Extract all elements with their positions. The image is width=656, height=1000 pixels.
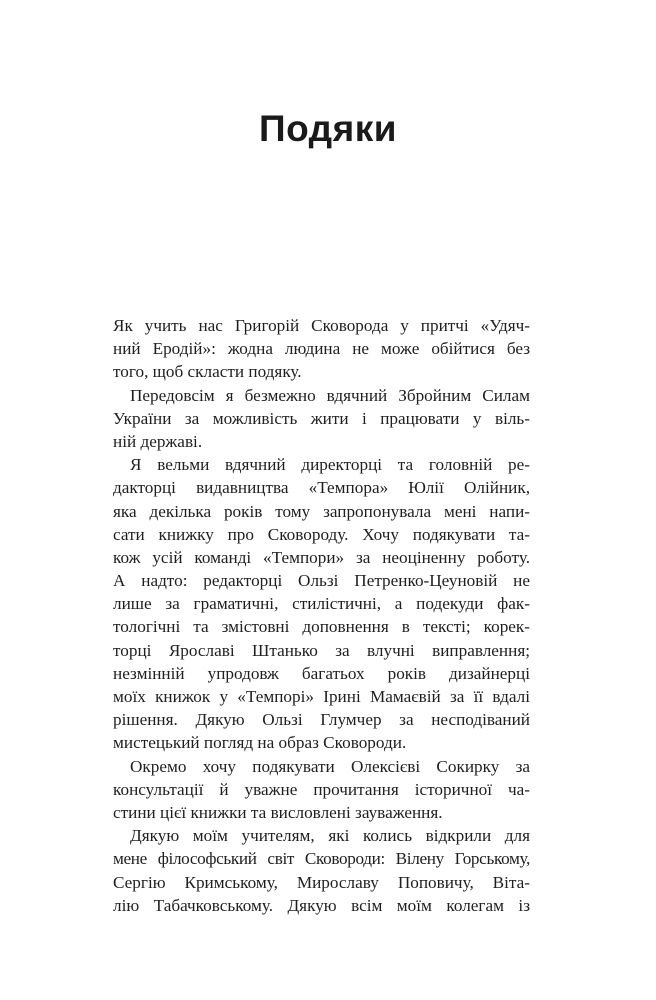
text-line: яка декілька років тому запропонувала мені напи- bbox=[113, 501, 530, 521]
text-line: Сергію Кримському, Мирославу Поповичу, Віта- bbox=[113, 872, 530, 892]
text-line: А надто: редакторці Ользі Петренко-Цеуновій не bbox=[113, 571, 530, 591]
text-line: мистецький погляд на образ Сковороди. bbox=[113, 733, 407, 753]
text-line: України за можливість жити і працювати у віль- bbox=[113, 408, 530, 428]
text-line: сати книжку про Сковороду. Хочу подякувати та- bbox=[113, 524, 530, 544]
text-line: Окремо хочу подякувати Олексієві Сокирку за bbox=[130, 756, 530, 776]
text-line: мене філософський світ Сковороди: Вілену Горському, bbox=[113, 849, 530, 869]
text-line: Як учить нас Григорій Сковорода у притчі «Удяч- bbox=[113, 316, 530, 335]
text-line: незмінній упродовж багатьох років дизайнерці bbox=[113, 663, 530, 683]
text-line: того, щоб скласти подяку. bbox=[113, 362, 302, 382]
text-line: дакторці видавництва «Темпора» Юлії Олійник, bbox=[113, 478, 530, 498]
text-line: моїх книжок у «Темпорі» Ірині Мамаєвій за її вдалі bbox=[113, 687, 530, 706]
text-line: лише за граматичні, стилістичні, а подекуди фак- bbox=[113, 594, 530, 614]
text-line: стини цієї книжки та висловлені зауваження. bbox=[113, 802, 443, 822]
text-line: торці Ярославі Штанько за влучні виправлення; bbox=[113, 640, 530, 660]
text-line: тологічні та змістовні доповнення в тексті; корек- bbox=[113, 617, 530, 637]
text-line: рішення. Дякую Ользі Глумчер за несподіваний bbox=[113, 710, 530, 730]
text-line: Передовсім я безмежно вдячний Збройним Силам bbox=[130, 385, 530, 405]
text-line: кож усій команді «Темпори» за неоціненну роботу. bbox=[113, 547, 530, 567]
text-line: лію Табачковському. Дякую всім моїм колегам із bbox=[113, 895, 530, 915]
page-title: Подяки bbox=[258, 108, 398, 149]
text-line: консультації й уважне прочитання історичної ча- bbox=[113, 779, 530, 799]
text-line: ній державі. bbox=[113, 431, 203, 451]
text-line: Дякую моїм учителям, які колись відкрили для bbox=[130, 826, 530, 846]
acknowledgements-text bbox=[113, 314, 530, 917]
text-line: ний Еродій»: жодна людина не може обійтися без bbox=[113, 339, 530, 359]
text-line: Я вельми вдячний директорці та головній ре- bbox=[130, 455, 530, 475]
